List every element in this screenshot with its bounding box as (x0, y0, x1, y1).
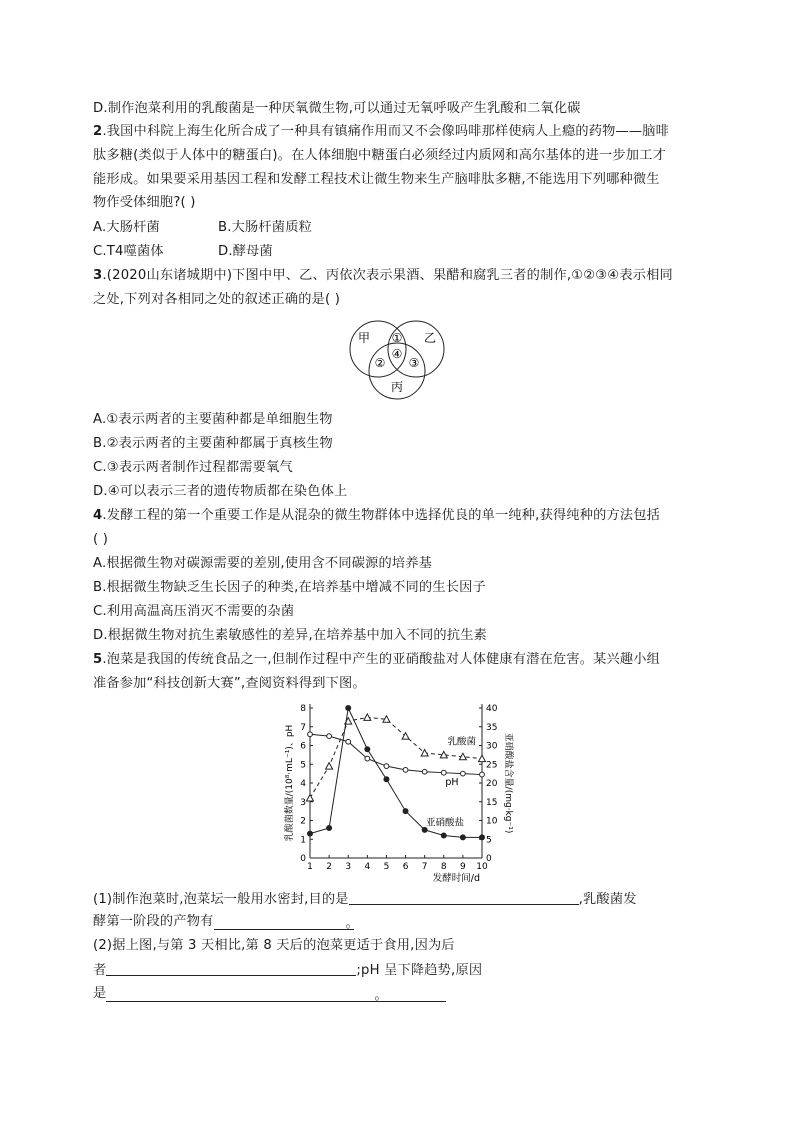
q4-stem-line1 (93, 508, 660, 524)
venn-label-a: 甲 (357, 331, 371, 345)
venn-region-3: ③ (408, 356, 420, 370)
q4-option-b: B.根据微生物缺乏生长因子的种类,在培养基中增减不同的生长因子 (93, 580, 486, 595)
left-tick-label: 7 (300, 722, 306, 733)
series-label-nitrite: 亚硝酸盐 (425, 817, 464, 829)
x-tick-label: 5 (383, 862, 390, 872)
right-tick-label: 0 (486, 854, 492, 864)
ph-point (365, 756, 370, 761)
q5-part2-text-c: ;pH 呈下降趋势,原因 (356, 963, 483, 978)
nitrite-point (403, 809, 408, 814)
lactobacillus-point (402, 733, 409, 740)
left-tick-label: 8 (300, 704, 306, 714)
ph-point (384, 764, 389, 769)
q5-part1-text-b: ,乳酸菌发 (578, 892, 637, 907)
right-tick-label: 10 (486, 816, 498, 827)
venn-label-c: 丙 (390, 380, 404, 394)
nitrite-point (346, 706, 351, 711)
q5-part1-text-a: (1)制作泡菜时,泡菜坛一般用水密封,目的是 (93, 892, 349, 907)
right-tick-label: 40 (486, 704, 498, 714)
venn-region-4: ④ (391, 347, 403, 361)
q4-option-a: A.根据微生物对碳源需要的差别,使用含不同碳源的培养基 (93, 556, 433, 571)
nitrite-point (384, 777, 389, 782)
q5-part2-line2 (93, 962, 482, 979)
q4-option-d: D.根据微生物对抗生素敏感性的差异,在培养基中加入不同的抗生素 (93, 628, 487, 643)
right-tick-label: 15 (486, 797, 498, 808)
x-tick-label: 2 (326, 862, 332, 872)
ph-point (308, 732, 313, 737)
nitrite-point (365, 747, 370, 752)
q5-part2-text-b: 者 (93, 963, 107, 978)
q3-stem-line2: 之处,下列对各相同之处的叙述正确的是( ) (93, 292, 341, 307)
nitrite-point (441, 833, 446, 838)
x-tick-label: 8 (440, 862, 447, 872)
q3-option-c: C.③表示两者制作过程都需要氧气 (93, 460, 293, 475)
left-tick-label: 3 (300, 797, 306, 808)
x-tick-label: 9 (460, 862, 466, 872)
q4-stem-line2: ( ) (93, 532, 109, 547)
q5-answer-blank-3[interactable] (106, 962, 356, 976)
q2-option-c: C.T4噬菌体 (93, 244, 164, 259)
x-tick-label: 10 (476, 862, 488, 872)
right-tick-label: 30 (486, 741, 498, 752)
q2-number: 2 (93, 124, 103, 139)
q3-stem-line1 (93, 268, 673, 284)
q3-number: 3 (93, 268, 103, 283)
nitrite-point (327, 826, 332, 831)
venn-diagram (340, 312, 460, 402)
right-tick-label: 20 (486, 779, 498, 789)
q3-option-d: D.④可以表示三者的遗传物质都在染色体上 (93, 484, 348, 499)
left-tick-label: 2 (300, 816, 306, 827)
q5-part2-line1: (2)据上图,与第 3 天相比,第 8 天后的泡菜更适于食用,因为后 (93, 938, 455, 953)
left-tick-label: 1 (300, 835, 306, 846)
lactobacillus-point (326, 763, 333, 770)
ph-point (480, 772, 485, 777)
left-tick-label: 0 (300, 854, 306, 864)
q3-option-a: A.①表示两者的主要菌种都是单细胞生物 (93, 412, 333, 427)
ph-point (327, 734, 332, 739)
q5-stem-line2: 准备参加“科技创新大赛”,查阅资料得到下图。 (93, 676, 366, 691)
q2-stem-line1 (93, 124, 669, 140)
x-tick-label: 4 (364, 862, 371, 872)
q5-part2-text-d: 是 (93, 986, 107, 1001)
q4-option-c: C.利用高温高压消灭不需要的杂菌 (93, 604, 295, 619)
nitrite-point (460, 835, 465, 840)
x-tick-label: 1 (307, 862, 313, 872)
x-axis-title: 发酵时间/d (432, 873, 480, 884)
series-label-ph: pH (445, 776, 459, 788)
x-tick-label: 3 (345, 862, 352, 872)
q3-stem-text1: .(2020山东诸城期中)下图中甲、乙、丙依次表示果酒、果醋和腐乳三者的制作,①②③④表示相同 (102, 268, 673, 283)
q2-option-d: D.酵母菌 (218, 244, 273, 259)
ph-point (403, 767, 408, 772)
q5-part2-text-e: 。 (374, 988, 388, 1003)
q3-option-b: B.②表示两者的主要菌种都属于真核生物 (93, 436, 333, 451)
q2-stem-line2: 肽多糖(类似于人体中的糖蛋白)。在人体细胞中糖蛋白必须经过内质网和高尔基体的进一步加工才 (93, 148, 666, 163)
venn-region-2: ② (374, 356, 386, 370)
left-tick-label: 5 (300, 760, 306, 771)
ph-point (441, 770, 446, 775)
q5-part2-line3 (93, 986, 446, 1002)
right-tick-label: 25 (486, 760, 498, 771)
nitrite-point (308, 831, 313, 836)
ph-point (460, 771, 465, 776)
x-tick-label: 7 (421, 862, 428, 872)
fermentation-chart (270, 700, 513, 884)
lactobacillus-point (479, 755, 486, 762)
q5-stem-text1: .泡菜是我国的传统食品之一,但制作过程中产生的亚硝酸盐对人体健康有潜在危害。某兴趣小组 (102, 652, 661, 667)
right-tick-label: 35 (486, 722, 498, 733)
q5-answer-blank-4[interactable] (106, 988, 446, 1002)
q2-stem-line3: 能形成。如果要采用基因工程和发酵工程技术让微生物来生产脑啡肽多糖,不能选用下列哪种微生 (93, 172, 660, 187)
series-label-lactobacillus: 乳酸菌 (447, 736, 476, 748)
q4-stem-text1: .发酵工程的第一个重要工作是从混杂的微生物群体中选择优良的单一纯种,获得纯种的方法包括 (102, 508, 661, 523)
q5-number: 5 (93, 652, 103, 667)
q5-part1-text-d: 。 (345, 916, 359, 931)
venn-label-b: 乙 (423, 331, 437, 345)
x-tick-label: 6 (402, 862, 409, 872)
q2-stem-text1: .我国中科院上海生化所合成了一种具有镇痛作用而又不会像吗啡那样使病人上瘾的药物——脑啡 (102, 124, 670, 139)
left-tick-label: 6 (300, 741, 306, 752)
q2-option-b: B.大肠杆菌质粒 (218, 220, 312, 235)
ph-point (422, 769, 427, 774)
lactobacillus-point (307, 795, 314, 802)
right-tick-label: 5 (486, 835, 492, 846)
q5-part1-text-c: 酵第一阶段的产物有 (93, 914, 214, 929)
left-axis-title: 乳酸菌数量/(10⁸·mL⁻¹)、pH (285, 724, 295, 842)
q2-option-a: A.大肠杆菌 (93, 220, 160, 235)
q5-stem-line1 (93, 652, 660, 668)
q5-answer-blank-2[interactable] (214, 916, 359, 931)
q4-number: 4 (93, 508, 103, 523)
ph-point (346, 739, 351, 744)
nitrite-point (480, 835, 485, 840)
q2-stem-line4: 物作受体细胞?( ) (93, 195, 196, 210)
q5-part1-line1 (93, 891, 637, 908)
q5-part1-line2 (93, 914, 359, 931)
left-tick-label: 4 (300, 779, 306, 789)
right-axis-title: 亚硝酸盐含量/(mg·kg⁻¹) (503, 732, 513, 834)
venn-region-1: ① (391, 331, 403, 345)
q5-answer-blank-1[interactable] (349, 891, 579, 905)
q1-option-d: D.制作泡菜利用的乳酸菌是一种厌氧微生物,可以通过无氧呼吸产生乳酸和二氧化碳 (93, 101, 581, 116)
